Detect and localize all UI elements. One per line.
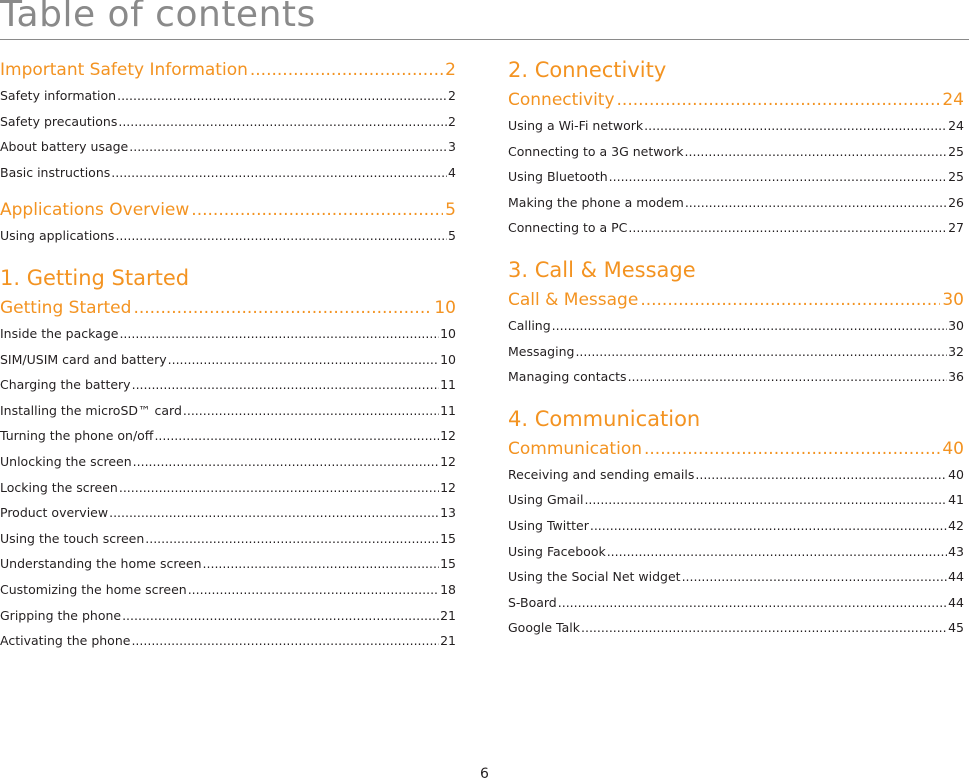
toc-entry[interactable] <box>0 628 456 654</box>
toc-entry-page: 12 <box>440 479 456 495</box>
toc-left-column <box>0 55 456 654</box>
toc-entry-label: SIM/USIM card and battery <box>0 351 167 367</box>
dot-leader <box>558 590 947 616</box>
toc-entry[interactable] <box>0 500 456 526</box>
toc-right-column <box>508 55 964 641</box>
toc-entry-label: Gripping the phone <box>0 607 122 623</box>
page-title: Table of contents <box>0 0 316 35</box>
toc-entry[interactable] <box>0 83 456 109</box>
toc-entry-label: S-Board <box>508 594 557 610</box>
dot-leader <box>183 398 439 424</box>
dot-leader <box>685 139 948 165</box>
dot-leader <box>575 339 947 365</box>
toc-entry-label: Inside the package <box>0 325 119 341</box>
toc-entry-page: 44 <box>948 594 964 610</box>
dot-leader <box>145 526 439 552</box>
toc-entry[interactable] <box>508 513 964 539</box>
dot-leader <box>628 215 947 241</box>
section-heading-page: 24 <box>942 90 964 110</box>
toc-entry[interactable] <box>508 539 964 565</box>
toc-entry-page: 25 <box>948 143 964 159</box>
toc-entry-label: Calling <box>508 317 551 333</box>
section-heading[interactable] <box>508 287 964 313</box>
toc-entry-page: 26 <box>948 194 964 210</box>
section-heading-page: 5 <box>445 200 456 221</box>
toc-entry-label: Google Talk <box>508 620 580 636</box>
toc-entry[interactable] <box>508 313 964 339</box>
toc-entry-page: 45 <box>948 620 964 636</box>
toc-entry-page: 30 <box>948 317 964 333</box>
section-heading-page: 30 <box>942 289 964 310</box>
toc-entry-label: Unlocking the screen <box>0 453 132 469</box>
toc-entry-page: 12 <box>440 428 456 444</box>
toc-entry-label: Activating the phone <box>0 633 131 649</box>
section-heading-label: Communication <box>508 438 642 459</box>
section-heading[interactable] <box>0 197 456 223</box>
toc-entry[interactable] <box>0 551 456 577</box>
toc-entry-page: 27 <box>948 220 964 236</box>
chapter-heading: 3. Call & Message <box>508 257 696 282</box>
dot-leader <box>644 436 940 462</box>
toc-entry[interactable] <box>508 113 964 139</box>
toc-entry-label: Locking the screen <box>0 479 118 495</box>
dot-leader <box>117 83 447 109</box>
toc-entry-page: 36 <box>948 369 964 385</box>
dot-leader <box>617 87 941 113</box>
toc-entry-page: 25 <box>948 169 964 185</box>
toc-entry-page: 41 <box>948 492 964 508</box>
section-heading-page: 40 <box>942 438 964 459</box>
section-heading-label: Connectivity <box>508 90 615 110</box>
toc-entry-page: 15 <box>440 556 456 572</box>
toc-entry-page: 2 <box>448 113 456 129</box>
dot-leader <box>154 423 439 449</box>
dot-leader <box>109 500 439 526</box>
title-divider <box>0 39 969 40</box>
dot-leader <box>131 628 439 654</box>
toc-entry-label: Connecting to a 3G network <box>508 143 684 159</box>
section-heading-label: Getting Started <box>0 297 132 318</box>
dot-leader <box>581 615 947 641</box>
toc-entry[interactable] <box>0 372 456 398</box>
section-heading-label: Important Safety Information <box>0 60 248 80</box>
toc-entry[interactable] <box>508 190 964 216</box>
toc-entry-label: Using the touch screen <box>0 530 145 546</box>
dot-leader <box>122 603 439 629</box>
toc-entry-page: 13 <box>440 505 456 521</box>
dot-leader <box>250 57 443 83</box>
toc-entry-label: Receiving and sending emails <box>508 466 695 482</box>
toc-entry[interactable] <box>508 215 964 241</box>
toc-entry-page: 44 <box>948 569 964 585</box>
dot-leader <box>203 551 440 577</box>
dot-leader <box>119 321 439 347</box>
dot-leader <box>168 347 439 373</box>
dot-leader <box>584 487 947 513</box>
toc-entry[interactable] <box>508 139 964 165</box>
dot-leader <box>119 475 439 501</box>
toc-entry[interactable] <box>0 449 456 475</box>
toc-entry-label: Understanding the home screen <box>0 556 202 572</box>
toc-entry-page: 42 <box>948 517 964 533</box>
dot-leader <box>590 513 947 539</box>
dot-leader <box>609 164 947 190</box>
toc-entry[interactable] <box>508 590 964 616</box>
dot-leader <box>552 313 947 339</box>
toc-entry-label: Safety information <box>0 88 117 103</box>
dot-leader <box>607 539 947 565</box>
toc-entry-page: 40 <box>948 466 964 482</box>
toc-entry-label: Customizing the home screen <box>0 581 187 597</box>
toc-entry[interactable] <box>0 109 456 135</box>
toc-entry-label: Using Facebook <box>508 543 606 559</box>
toc-entry-label: Using a Wi-Fi network <box>508 118 644 133</box>
section-heading[interactable] <box>508 87 964 113</box>
toc-entry-page: 4 <box>448 164 456 180</box>
dot-leader <box>133 295 432 321</box>
toc-entry[interactable] <box>0 223 456 249</box>
dot-leader <box>133 449 439 475</box>
chapter-heading: 2. Connectivity <box>508 58 667 82</box>
toc-entry-label: Safety precautions <box>0 113 118 129</box>
section-heading-page: 10 <box>434 297 456 318</box>
dot-leader <box>111 160 447 186</box>
toc-entry[interactable] <box>0 398 456 424</box>
toc-entry-page: 32 <box>948 343 964 359</box>
toc-entry-page: 10 <box>440 351 456 367</box>
toc-entry[interactable] <box>508 339 964 365</box>
toc-entry-page: 11 <box>440 377 456 393</box>
toc-entry-page: 11 <box>440 402 456 418</box>
section-heading-page: 2 <box>445 60 456 80</box>
dot-leader <box>640 287 940 313</box>
toc-entry-label: Installing the microSD™ card <box>0 402 182 418</box>
toc-entry-page: 21 <box>440 607 456 623</box>
dot-leader <box>628 364 948 390</box>
toc-entry[interactable] <box>0 526 456 552</box>
page-number: 6 <box>480 766 489 782</box>
toc-entry[interactable] <box>0 321 456 347</box>
toc-entry-label: Product overview <box>0 505 109 521</box>
toc-entry-label: Messaging <box>508 343 575 359</box>
toc-entry[interactable] <box>0 423 456 449</box>
toc-entry-label: Connecting to a PC <box>508 220 628 236</box>
dot-leader <box>191 197 443 223</box>
dot-leader <box>188 577 439 603</box>
toc-entry[interactable] <box>508 615 964 641</box>
toc-entry-label: Using applications <box>0 228 115 244</box>
toc-entry-page: 12 <box>440 453 456 469</box>
toc-entry-page: 21 <box>440 633 456 649</box>
dot-leader <box>129 134 447 160</box>
toc-entry[interactable] <box>0 347 456 373</box>
toc-entry[interactable] <box>0 134 456 160</box>
dot-leader <box>118 109 447 135</box>
dot-leader <box>682 564 948 590</box>
toc-entry[interactable] <box>0 160 456 186</box>
toc-entry[interactable] <box>508 364 964 390</box>
toc-entry-page: 18 <box>440 581 456 597</box>
dot-leader <box>685 190 947 216</box>
toc-entry-label: Managing contacts <box>508 369 627 385</box>
toc-entry-page: 3 <box>448 139 456 155</box>
dot-leader <box>132 372 440 398</box>
dot-leader <box>644 113 947 139</box>
toc-entry-page: 5 <box>448 228 456 244</box>
toc-entry-label: Basic instructions <box>0 164 111 180</box>
toc-entry-page: 10 <box>440 325 456 341</box>
toc-entry-page: 43 <box>948 543 964 559</box>
toc-entry[interactable] <box>0 603 456 629</box>
toc-entry[interactable] <box>508 164 964 190</box>
toc-entry-label: Turning the phone on/off <box>0 428 154 444</box>
toc-entry[interactable] <box>508 462 964 488</box>
toc-entry-label: About battery usage <box>0 139 129 155</box>
toc-entry[interactable] <box>0 475 456 501</box>
toc-entry-label: Making the phone a modem <box>508 194 684 210</box>
section-heading-label: Applications Overview <box>0 200 190 221</box>
dot-leader <box>695 462 947 488</box>
chapter-heading: 1. Getting Started <box>0 265 190 290</box>
toc-entry[interactable] <box>508 564 964 590</box>
toc-entry[interactable] <box>0 577 456 603</box>
section-heading[interactable] <box>508 436 964 462</box>
toc-entry-label: Using the Social Net widget <box>508 569 681 585</box>
section-heading[interactable] <box>0 57 456 83</box>
toc-entry-page: 24 <box>948 118 964 133</box>
section-heading[interactable] <box>0 295 456 321</box>
section-heading-label: Call & Message <box>508 289 639 310</box>
chapter-heading: 4. Communication <box>508 406 701 431</box>
toc-entry-page: 15 <box>440 530 456 546</box>
toc-entry-label: Charging the battery <box>0 377 131 393</box>
toc-entry-page: 2 <box>448 88 456 103</box>
dot-leader <box>115 223 447 249</box>
toc-entry-label: Using Twitter <box>508 517 589 533</box>
toc-entry[interactable] <box>508 487 964 513</box>
toc-entry-label: Using Bluetooth <box>508 169 608 185</box>
toc-entry-label: Using Gmail <box>508 492 584 508</box>
